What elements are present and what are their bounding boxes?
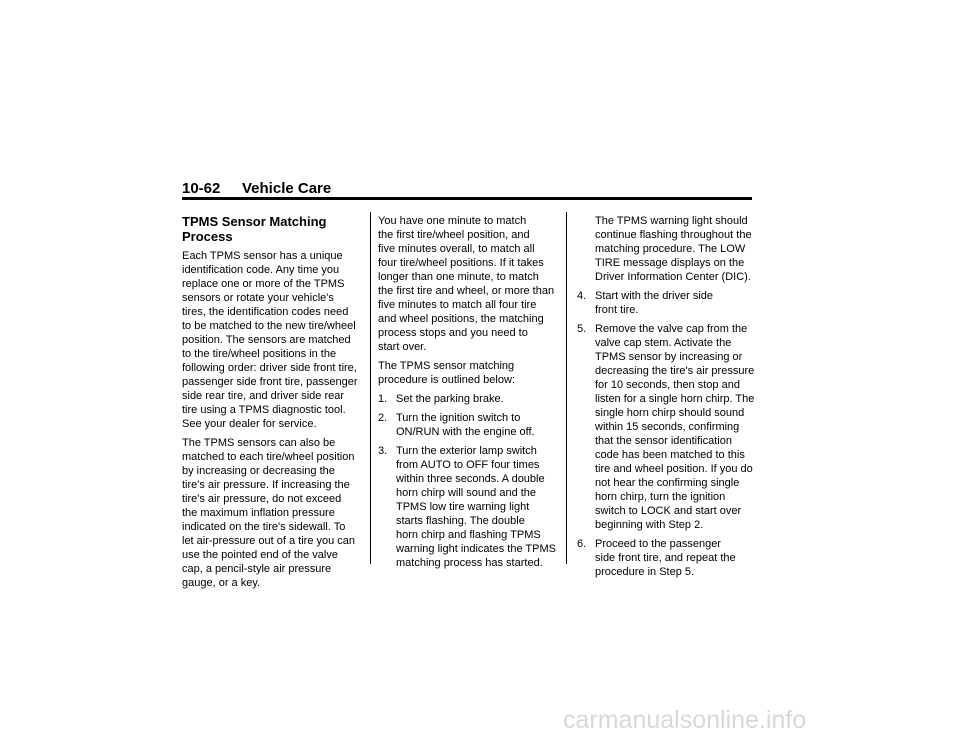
step-text: Turn the exterior lamp switch from AUTO to OFF four times within three seconds. A double horn chirp will sound and the TPMS low tire warning light starts flashing. The double horn chirp and flashing TPMS warning light indicates the TPMS matching process has started. xyxy=(396,445,556,569)
column-divider-1 xyxy=(370,212,371,564)
step-text: Proceed to the passenger side front tire, and repeat the procedure in Step 5. xyxy=(595,538,736,578)
column-3 xyxy=(577,214,755,584)
step-number: 2. xyxy=(378,412,388,424)
step-item xyxy=(577,289,755,317)
page-header xyxy=(182,180,752,200)
step-item xyxy=(577,322,755,532)
paragraph: You have one minute to match the first tire/wheel position, and five minutes overall, to match all four tire/wheel positions. If it takes longer than one minute, to match the first tire and wheel, or more than five minutes to match all four tire and wheel positions, the matching process stops and you need to start over. xyxy=(378,215,555,353)
step-continuation: The TPMS warning light should continue flashing throughout the matching procedure. The LOW TIRE message displays on the Driver Information Center (DIC). xyxy=(595,215,752,283)
section-heading: TPMS Sensor Matching Process xyxy=(182,214,327,244)
step-item xyxy=(378,392,560,406)
step-number: 1. xyxy=(378,393,388,405)
step-number: 6. xyxy=(577,538,587,550)
watermark: carmanualsonline.info xyxy=(563,706,807,734)
step-item xyxy=(378,411,560,439)
paragraph: The TPMS sensors can also be matched to each tire/wheel position by increasing or decreasing the tire's air pressure. If increasing the tire's air pressure, do not exceed the maximum inflation pressure indicated on the tire's sidewall. To let air-pressure out of a tire you can use the pointed end of the valve cap, a pencil-style air pressure gauge, or a key. xyxy=(182,437,356,589)
step-number: 5. xyxy=(577,323,587,335)
step-text: Start with the driver side front tire. xyxy=(595,290,713,316)
paragraph: Each TPMS sensor has a unique identification code. Any time you replace one or more of the TPMS sensors or rotate your vehicle's tires, the identification codes need to be matched to the new tire/wheel position. The sensors are matched to the tire/wheel positions in the following order: driver side front tire, passenger side front tire, passenger side rear tire, and driver side rear tire using a TPMS diagnostic tool. See your dealer for service. xyxy=(182,250,358,430)
step-text: Remove the valve cap from the valve cap stem. Activate the TPMS sensor by increasing or decreasing the tire's air pressure for 10 seconds, then stop and listen for a single horn chirp. The single horn chirp should sound within 15 seconds, confirming that the sensor identification code has been matched to this tire and wheel position. If you do not hear the confirming single horn chirp, turn the ignition switch to LOCK and start over beginning with Step 2. xyxy=(595,323,755,531)
section-title: Vehicle Care xyxy=(242,180,332,197)
step-item xyxy=(577,537,755,579)
step-text: Turn the ignition switch to ON/RUN with the engine off. xyxy=(396,412,535,438)
page-number: 10-62 xyxy=(182,180,221,197)
step-number: 4. xyxy=(577,290,587,302)
step-text: Set the parking brake. xyxy=(396,393,504,405)
column-1 xyxy=(182,214,362,595)
column-2 xyxy=(378,214,560,575)
step-number: 3. xyxy=(378,445,388,457)
header-rule xyxy=(182,197,752,200)
paragraph: The TPMS sensor matching procedure is outlined below: xyxy=(378,360,515,386)
step-item xyxy=(378,444,560,570)
column-divider-2 xyxy=(566,212,567,564)
